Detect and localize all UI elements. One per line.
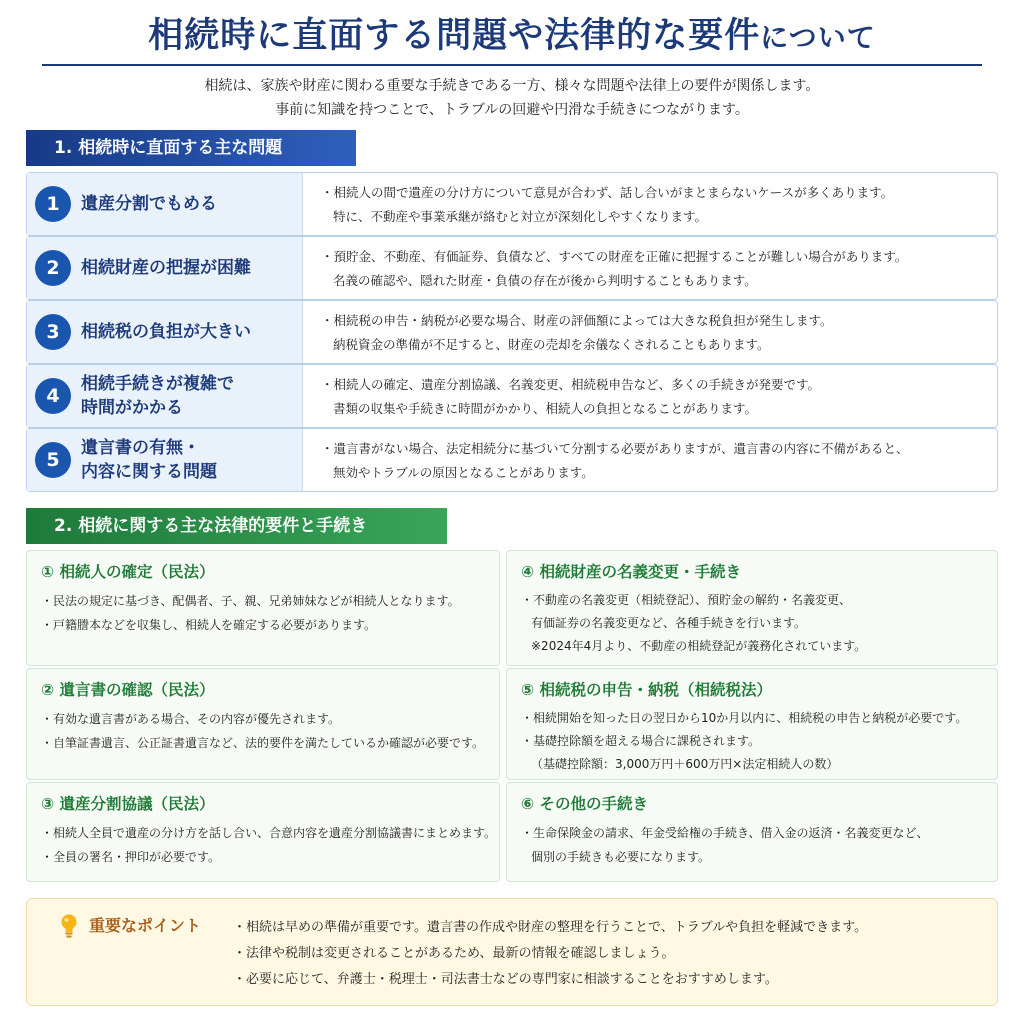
important-points-box (26, 898, 998, 1006)
requirement-line: 有価証券の名義変更など、各種手続きを行います。 (531, 616, 807, 630)
problem-description (303, 365, 997, 427)
problem-label (27, 365, 303, 427)
problem-desc-line: 名義の確認や、隠れた財産・負債の存在が後から判明することもあります。 (333, 273, 757, 288)
requirement-line: ・相続開始を知った日の翌日から10か月以内に、相続税の申告と納税が必要です。 (521, 711, 968, 725)
requirement-line: ・全員の署名・押印が必要です。 (41, 850, 221, 864)
requirement-line: ・基礎控除額を超える場合に課税されます。 (521, 734, 761, 748)
problem-desc-line: ・相続税の申告・納税が必要な場合、財産の評価額によっては大きな税負担が発生します。 (321, 313, 833, 328)
problem-desc-line: 納税資金の準備が不足すると、財産の売却を余儀なくされることもあります。 (333, 337, 770, 352)
requirement-line: ・自筆証書遺言、公正証書遺言など、法的要件を満たしているか確認が必要です。 (41, 736, 485, 750)
problem-desc-line: ・遺言書がない場合、法定相続分に基づいて分割する必要がありますが、遺言書の内容に不備があると、 (321, 441, 909, 456)
problem-label (27, 429, 303, 491)
problem-desc-line: 無効やトラブルの原因となることがあります。 (333, 465, 594, 480)
problem-list-row-4 (26, 364, 998, 428)
requirement-line: 個別の手続きも必要になります。 (531, 850, 711, 864)
problem-label (27, 301, 303, 363)
problem-title: 相続財産の把握が困難 (81, 258, 251, 278)
important-point-item: ・法律や税制は変更されることがあるため、最新の情報を確認しましょう。 (233, 946, 675, 961)
problem-description (303, 173, 997, 235)
intro-text (0, 74, 1024, 122)
requirement-title: ① 相続人の確定（民法） (41, 563, 215, 581)
requirement-body (41, 821, 497, 869)
problem-desc-line: ・相続人の間で遺産の分け方について意見が合わず、話し合いがまとまらないケースが多くあります。 (321, 185, 894, 200)
page-title-suffix: について (760, 21, 876, 54)
requirement-line: ※2024年4月より、不動産の相続登記が義務化されています。 (531, 639, 867, 653)
section-1-heading: 1. 相続時に直面する主な問題 (26, 130, 356, 166)
requirement-body (521, 589, 983, 658)
requirement-line: ・戸籍謄本などを収集し、相続人を確定する必要があります。 (41, 618, 377, 632)
problem-item (26, 428, 998, 492)
requirement-body (521, 707, 983, 776)
requirement-line: ・相続人全員で遺産の分け方を話し合い、合意内容を遺産分割協議書にまとめます。 (41, 826, 497, 840)
page-header (0, 8, 1024, 58)
number-circle-icon: 3 (35, 314, 71, 350)
problem-item (26, 236, 998, 300)
problem-description (303, 237, 997, 299)
problem-title: 相続税の負担が大きい (81, 322, 251, 342)
problem-title: 遺言書の有無・ 内容に関する問題 (81, 438, 217, 482)
requirement-card (26, 668, 500, 780)
number-circle-icon: 2 (35, 250, 71, 286)
problem-item (26, 364, 998, 428)
problem-title: 遺産分割でもめる (81, 194, 217, 214)
number-circle-icon: 4 (35, 378, 71, 414)
requirement-line: （基礎控除額：3,000万円＋600万円×法定相続人の数） (531, 757, 839, 771)
requirement-title: ⑥ その他の手続き (521, 795, 649, 813)
requirement-title: ④ 相続財産の名義変更・手続き (521, 563, 742, 581)
important-points-title: 重要なポイント (89, 916, 202, 935)
requirement-line: ・不動産の名義変更（相続登記）、預貯金の解約・名義変更、 (521, 593, 852, 607)
requirement-body (521, 821, 983, 869)
requirement-title: ③ 遺産分割協議（民法） (41, 795, 215, 813)
requirement-line: ・生命保険金の請求、年金受給権の手続き、借入金の返済・名義変更など、 (521, 826, 929, 840)
problem-desc-line: ・預貯金、不動産、有価証券、負債など、すべての財産を正確に把握することが難しい場合があります。 (321, 249, 908, 264)
problem-label (27, 237, 303, 299)
requirement-card (506, 550, 998, 666)
problem-desc-line: ・相続人の確定、遺産分割協議、名義変更、相続税申告など、多くの手続きが発要です。 (321, 377, 821, 392)
important-points-list (233, 915, 867, 993)
requirement-title: ⑤ 相続税の申告・納税（相続税法） (521, 681, 773, 699)
requirement-card (26, 782, 500, 882)
requirement-body (41, 707, 485, 755)
problem-desc-line: 書類の収集や手続きに時間がかかり、相続人の負担となることがあります。 (333, 401, 758, 416)
intro-line-1: 相続は、家族や財産に関わる重要な手続きである一方、様々な問題や法律上の要件が関係します。 (204, 78, 820, 94)
problem-title: 相続手続きが複雑で 時間がかかる (81, 374, 234, 418)
important-point-item: ・必要に応じて、弁護士・税理士・司法書士などの専門家に相談することをおすすめします。 (233, 972, 778, 987)
page-title (0, 8, 1024, 58)
problem-item (26, 300, 998, 364)
problem-label (27, 173, 303, 235)
requirement-card (506, 668, 998, 780)
problem-description (303, 301, 997, 363)
problem-item (26, 172, 998, 236)
requirement-title: ② 遺言書の確認（民法） (41, 681, 215, 699)
page-title-main: 相続時に直面する問題や法律的な要件 (148, 16, 761, 56)
lightbulb-icon (59, 913, 79, 939)
intro-line-2: 事前に知識を持つことで、トラブルの回避や円滑な手続きにつながります。 (275, 102, 749, 118)
problem-list-row-3 (26, 300, 998, 364)
problem-description (303, 429, 997, 491)
requirement-line: ・有効な遺言書がある場合、その内容が優先されます。 (41, 712, 341, 726)
problem-list-row-5 (26, 428, 998, 492)
section-2-heading: 2. 相続に関する主な法律的要件と手続き (26, 508, 447, 544)
number-circle-icon: 1 (35, 186, 71, 222)
problem-desc-line: 特に、不動産や事業承継が絡むと対立が深刻化しやすくなります。 (333, 209, 708, 224)
requirement-line: ・民法の規定に基づき、配偶者、子、親、兄弟姉妹などが相続人となります。 (41, 594, 460, 608)
requirement-card (26, 550, 500, 666)
requirement-body (41, 589, 485, 637)
title-divider (42, 64, 982, 66)
number-circle-icon: 5 (35, 442, 71, 478)
requirement-card (506, 782, 998, 882)
problem-list (26, 172, 998, 236)
problem-list-row-2 (26, 236, 998, 300)
important-point-item: ・相続は早めの準備が重要です。遺言書の作成や財産の整理を行うことで、トラブルや負担を軽減できます。 (233, 920, 868, 935)
